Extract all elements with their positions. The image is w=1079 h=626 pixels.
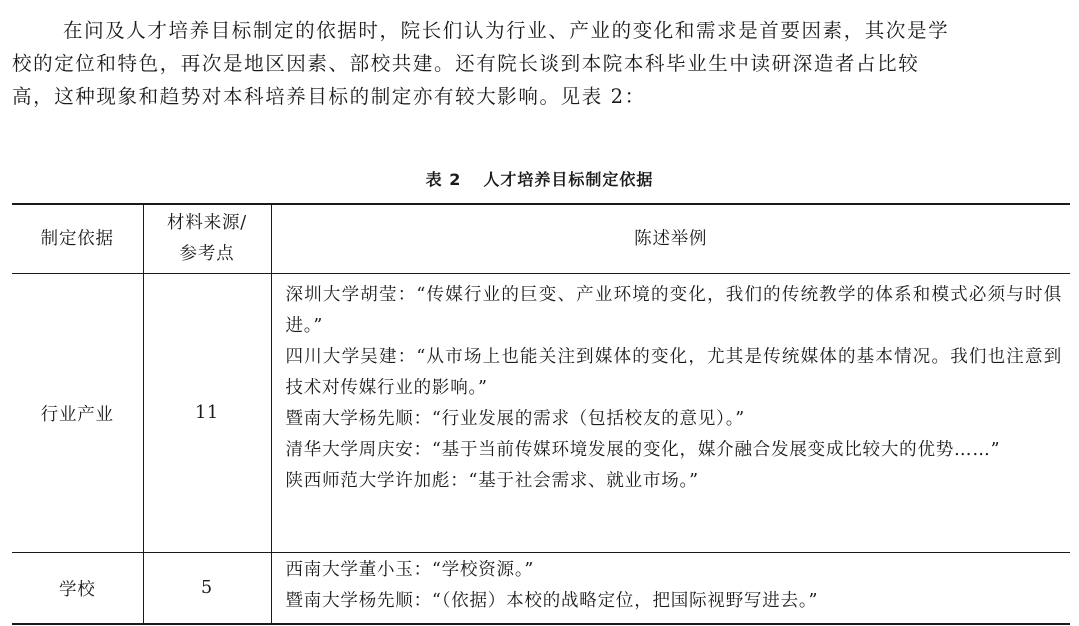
intro-line: 校的定位和特色，再次是地区因素、部校共建。还有院长谈到本院本科毕业生中读研深造者占比较 — [12, 52, 920, 75]
header-count-line1: 材料来源/ — [167, 213, 247, 233]
row-basis: 行业产业 — [12, 274, 143, 553]
statement: 陕西师范大学许加彪：“基于社会需求、就业市场。” — [285, 471, 699, 491]
statement: 暨南大学杨先顺：“（依据）本校的战略定位，把国际视野写进去。” — [285, 591, 819, 611]
header-examples: 陈述举例 — [271, 204, 1070, 274]
header-count — [143, 204, 271, 274]
row-count: 11 — [143, 274, 271, 553]
table-caption — [0, 167, 1079, 190]
row-statements — [271, 274, 1070, 553]
table-caption-number: 表 2 — [425, 170, 462, 189]
statement: 四川大学吴建：“从市场上也能关注到媒体的变化，尤其是传统媒体的基本情况。我们也注意到技术对传媒行业的影响。” — [285, 347, 1062, 398]
statement: 清华大学周庆安：“基于当前传媒环境发展的变化，媒介融合发展变成比较大的优势……” — [285, 440, 1001, 460]
table-row — [12, 553, 1070, 625]
table-caption-title: 人才培养目标制定依据 — [483, 170, 654, 189]
row-statements — [271, 553, 1070, 625]
header-basis: 制定依据 — [12, 204, 143, 274]
intro-line: 在问及人才培养目标制定的依据时，院长们认为行业、产业的变化和需求是首要因素，其次是学 — [63, 19, 950, 42]
intro-line: 高，这种现象和趋势对本科培养目标的制定亦有较大影响。见表 2： — [12, 85, 646, 108]
basis-table — [12, 203, 1070, 625]
statement: 暨南大学杨先顺：“行业发展的需求（包括校友的意见）。” — [285, 409, 745, 429]
row-count: 5 — [143, 553, 271, 625]
intro-paragraph — [12, 14, 1072, 113]
table-header-row — [12, 204, 1070, 274]
statement: 深圳大学胡莹：“传媒行业的巨变、产业环境的变化，我们的传统教学的体系和模式必须与时俱进。” — [285, 285, 1062, 336]
header-count-line2: 参考点 — [179, 244, 235, 264]
row-basis: 学校 — [12, 553, 143, 625]
table-row — [12, 274, 1070, 553]
statement: 西南大学董小玉：“学校资源。” — [285, 560, 535, 580]
